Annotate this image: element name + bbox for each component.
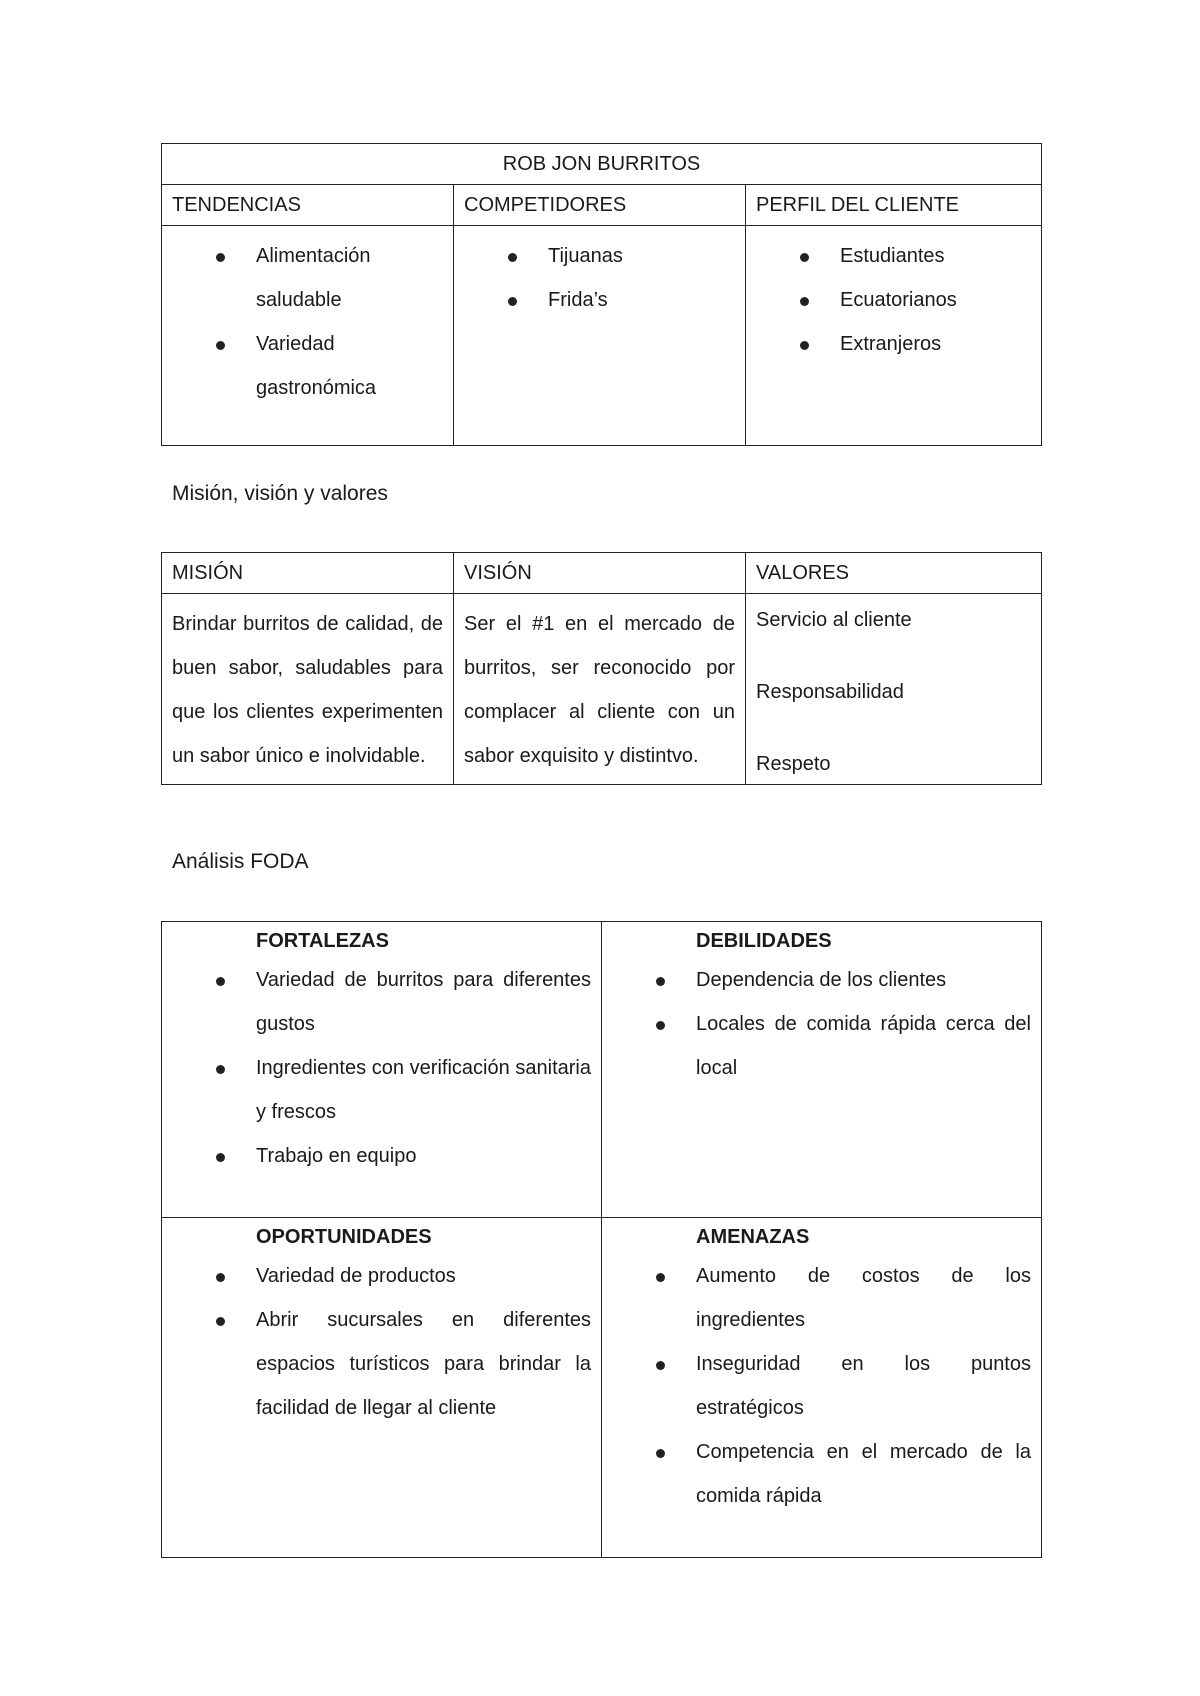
list-item: Alimentación saludable [172, 234, 443, 322]
amenazas-list [612, 1254, 1031, 1518]
header-tendencias: TENDENCIAS [162, 185, 454, 226]
table-title: ROB JON BURRITOS [162, 144, 1042, 185]
oportunidades-cell [162, 1218, 602, 1558]
oportunidades-list [172, 1254, 591, 1430]
list-item: Dependencia de los clientes [612, 958, 1031, 1002]
tendencias-cell [162, 226, 454, 446]
debilidades-title: DEBILIDADES [696, 930, 832, 952]
list-item: Extranjeros [756, 322, 1031, 366]
oportunidades-title: OPORTUNIDADES [256, 1226, 432, 1248]
header-valores: VALORES [746, 553, 1042, 594]
list-item: Variedad de productos [172, 1254, 591, 1298]
fortalezas-list [172, 958, 591, 1178]
fortalezas-cell [162, 922, 602, 1218]
list-item: Variedad de burritos para diferentes gustos [172, 958, 591, 1046]
valor-item: Responsabilidad [756, 681, 904, 703]
list-item: Aumento de costos de los ingredientes [612, 1254, 1031, 1342]
competidores-cell [454, 226, 746, 446]
vision-text: Ser el #1 en el mercado de burritos, ser reconocido por complacer al cliente con un sabor exquisito y distintvo. [454, 594, 746, 785]
perfil-list [756, 234, 1031, 366]
list-item: Ecuatorianos [756, 278, 1031, 322]
valor-item: Respeto [756, 753, 831, 775]
valor-item: Servicio al cliente [756, 609, 912, 631]
list-item: Abrir sucursales en diferentes espacios turísticos para brindar la facilidad de llegar al cliente [172, 1298, 591, 1430]
list-item: Frida’s [464, 278, 735, 322]
list-item: Estudiantes [756, 234, 1031, 278]
amenazas-title: AMENAZAS [696, 1226, 810, 1248]
list-item: Competencia en el mercado de la comida rápida [612, 1430, 1031, 1518]
list-item: Variedad gastronómica [172, 322, 443, 410]
header-perfil-cliente: PERFIL DEL CLIENTE [746, 185, 1042, 226]
mision-text: Brindar burritos de calidad, de buen sabor, saludables para que los clientes experimenten un sabor único e inolvidable. [162, 594, 454, 785]
section-label-foda: Análisis FODA [172, 850, 309, 873]
list-item: Ingredientes con verificación sanitaria y frescos [172, 1046, 591, 1134]
header-vision: VISIÓN [454, 553, 746, 594]
list-item: Inseguridad en los puntos estratégicos [612, 1342, 1031, 1430]
tendencias-list [172, 234, 443, 410]
burritos-overview-table [161, 143, 1042, 446]
debilidades-list [612, 958, 1031, 1090]
mision-vision-valores-table [161, 552, 1042, 785]
list-item: Locales de comida rápida cerca del local [612, 1002, 1031, 1090]
list-item: Tijuanas [464, 234, 735, 278]
header-mision: MISIÓN [162, 553, 454, 594]
competidores-list [464, 234, 735, 322]
header-competidores: COMPETIDORES [454, 185, 746, 226]
section-label-mision-vision: Misión, visión y valores [172, 482, 388, 505]
list-item: Trabajo en equipo [172, 1134, 591, 1178]
amenazas-cell [602, 1218, 1042, 1558]
fortalezas-title: FORTALEZAS [256, 930, 389, 952]
foda-table [161, 921, 1042, 1558]
debilidades-cell [602, 922, 1042, 1218]
valores-cell [746, 594, 1042, 785]
perfil-cell [746, 226, 1042, 446]
